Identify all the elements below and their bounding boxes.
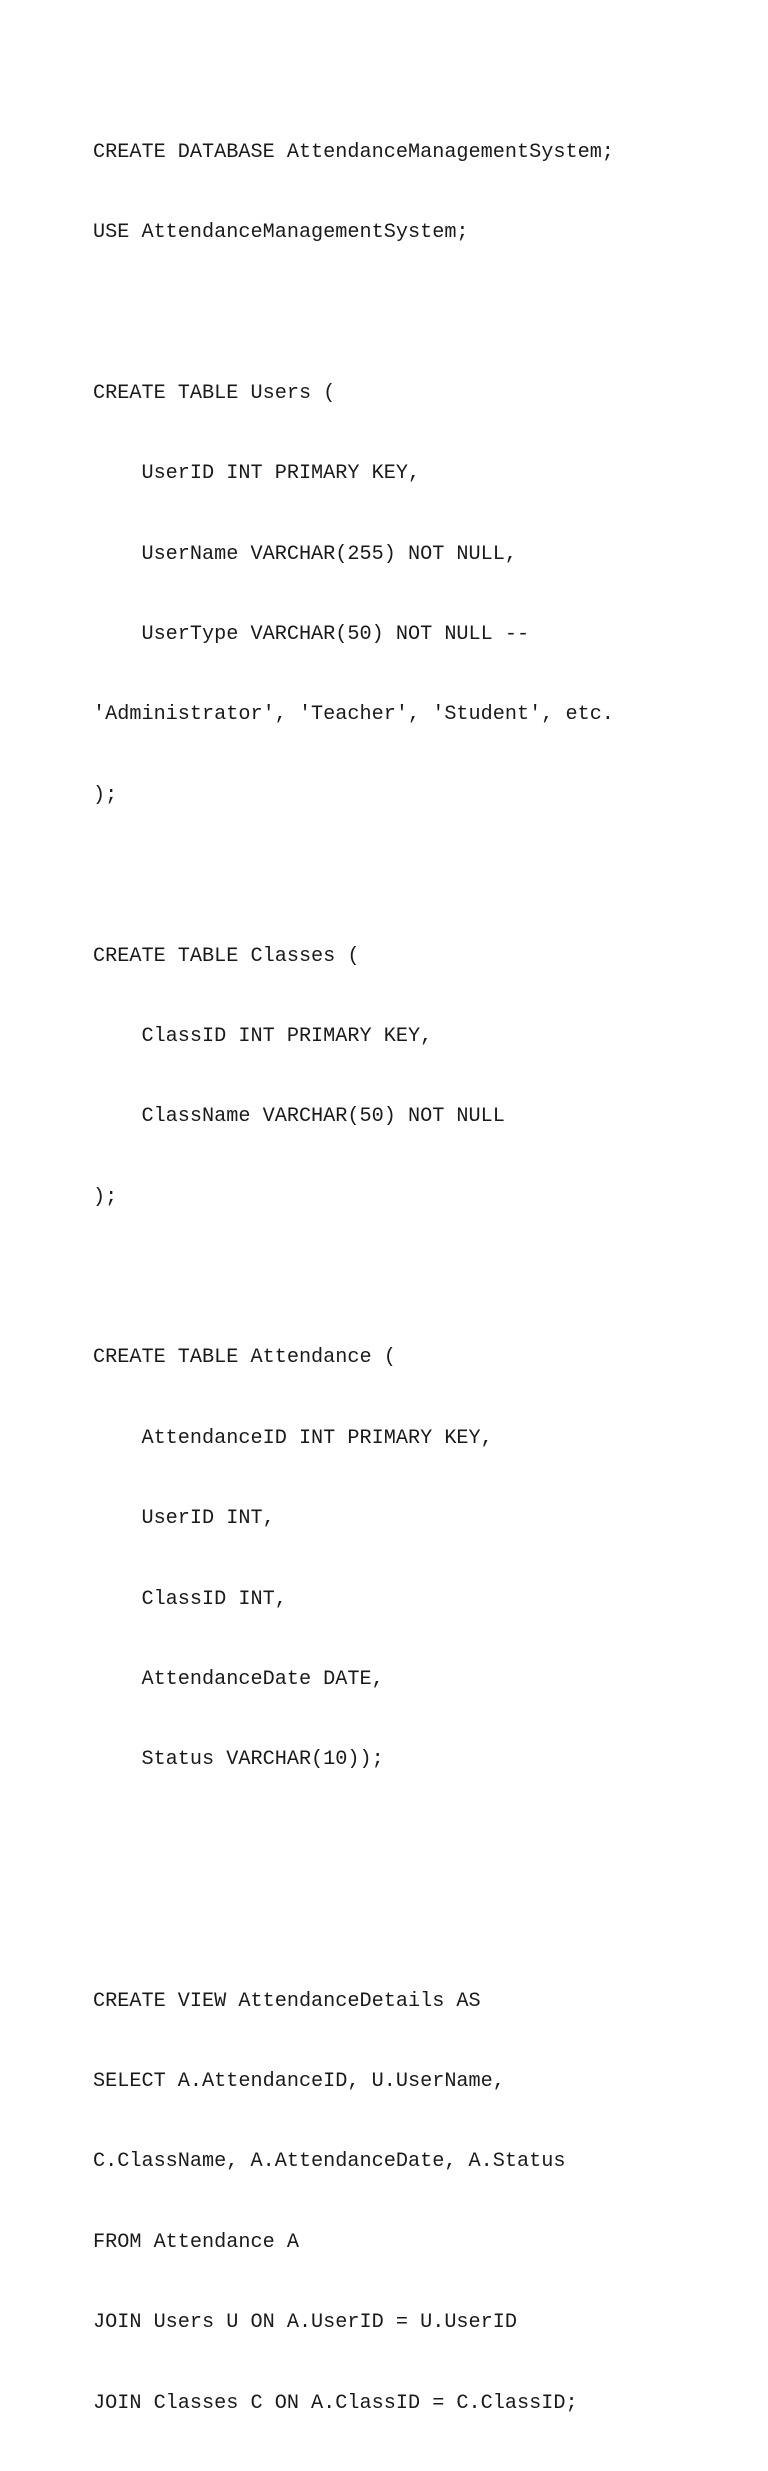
code-line: AttendanceDate DATE, (93, 1668, 384, 1692)
code-line: UserID INT PRIMARY KEY, (93, 462, 421, 486)
code-line (93, 863, 753, 890)
code-line: 'Administrator', 'Teacher', 'Student', etc. (93, 703, 614, 727)
code-line (93, 1908, 753, 1935)
sql-code-block (93, 86, 753, 2471)
code-line: SELECT A.AttendanceID, U.UserName, (93, 2069, 505, 2093)
code-line: CREATE TABLE Users ( (93, 381, 336, 405)
code-line: Status VARCHAR(10)); (93, 1748, 384, 1772)
code-line: JOIN Users U ON A.UserID = U.UserID (93, 2311, 518, 2335)
code-line: UserType VARCHAR(50) NOT NULL -- (93, 622, 530, 646)
code-line: JOIN Classes C ON A.ClassID = C.ClassID; (93, 2391, 578, 2415)
code-line: C.ClassName, A.AttendanceDate, A.Status (93, 2150, 566, 2174)
code-line: UserName VARCHAR(255) NOT NULL, (93, 542, 518, 566)
code-line: ClassID INT, (93, 1587, 287, 1611)
code-line: USE AttendanceManagementSystem; (93, 220, 469, 244)
code-line: ); (93, 1185, 118, 1209)
code-line: CREATE TABLE Attendance ( (93, 1346, 396, 1370)
code-line: CREATE DATABASE AttendanceManagementSystem; (93, 140, 614, 164)
code-line (93, 300, 753, 327)
code-line: CREATE VIEW AttendanceDetails AS (93, 1989, 481, 2013)
code-line (93, 1265, 753, 1292)
code-line: ClassName VARCHAR(50) NOT NULL (93, 1105, 505, 1129)
code-line: AttendanceID INT PRIMARY KEY, (93, 1426, 493, 1450)
code-line: UserID INT, (93, 1507, 275, 1531)
code-line: CREATE TABLE Classes ( (93, 944, 360, 968)
code-line (93, 1828, 753, 1855)
code-line: ClassID INT PRIMARY KEY, (93, 1024, 433, 1048)
code-line: ); (93, 783, 118, 807)
code-line: FROM Attendance A (93, 2230, 299, 2254)
